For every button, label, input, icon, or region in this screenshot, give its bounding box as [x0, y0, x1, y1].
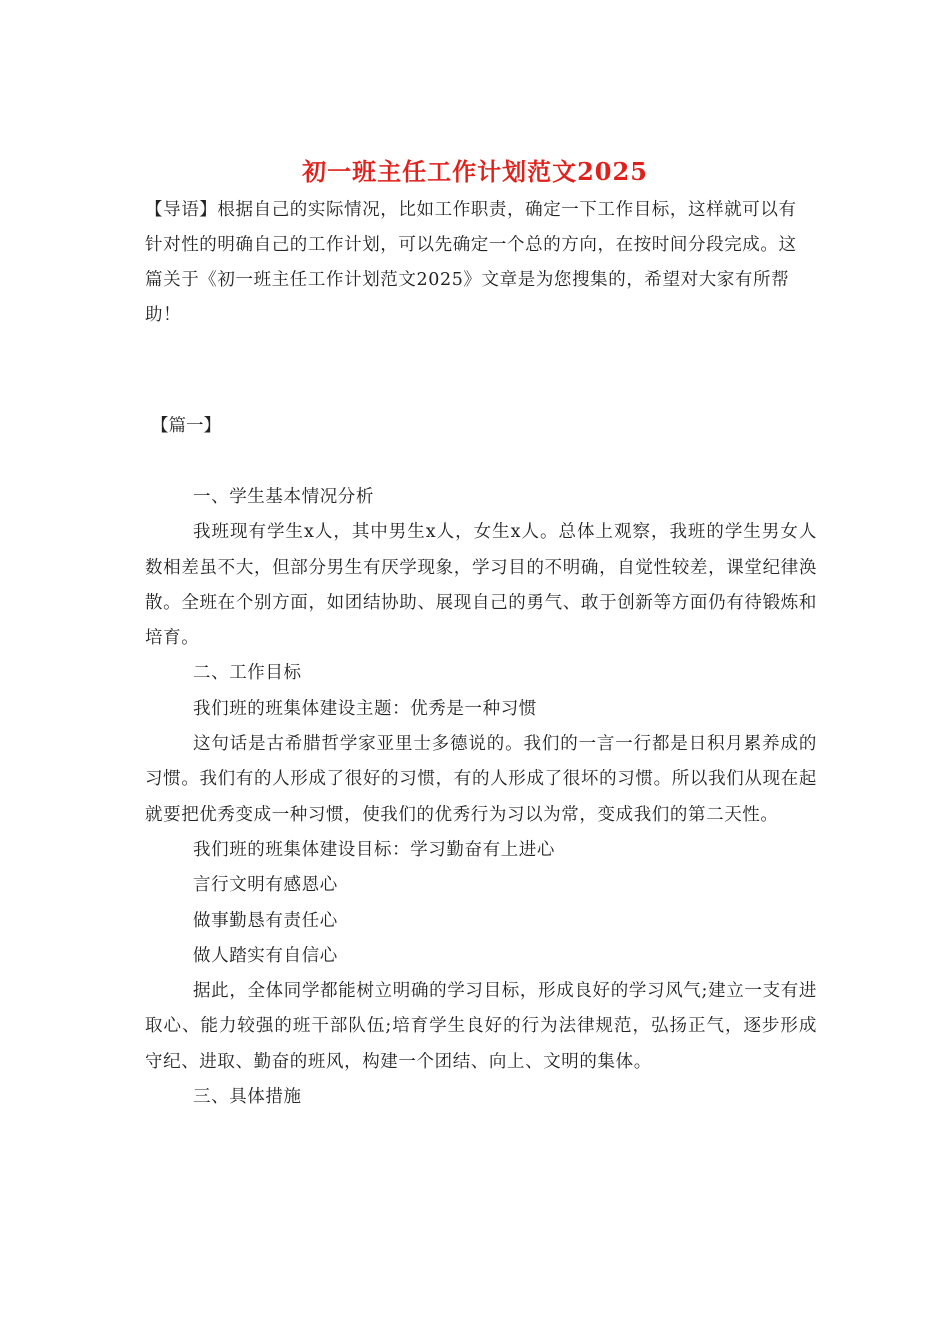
section-label: 【篇一】: [151, 416, 221, 436]
body-paragraph: 做事勤恳有责任心: [193, 910, 338, 931]
body-paragraph: 我们班的班集体建设主题：优秀是一种习惯: [193, 698, 537, 719]
heading-specific-measures: 三、具体措施: [193, 1087, 302, 1108]
document-title: 初一班主任工作计划范文2025: [302, 157, 648, 186]
body-paragraph: 我班现有学生x人，其中男生x人，女生x人。总体上观察，我班的学生男女人数相差虽不大，但部分男生有厌学现象，学习目的不明确，自觉性较差，课堂纪律涣散。全班在个别方面，如团结协助、展现自己的勇气、敢于创新等方面仍有待锻炼和培育。: [145, 522, 817, 649]
heading-student-analysis: 一、学生基本情况分析: [193, 487, 374, 507]
body-paragraph: 做人踏实有自信心: [193, 945, 338, 966]
body-paragraph: 我们班的班集体建设目标：学习勤奋有上进心: [193, 839, 555, 860]
body-paragraph: 言行文明有感恩心: [193, 875, 338, 896]
heading-work-goals: 二、工作目标: [193, 663, 302, 684]
document-body: [145, 480, 817, 1115]
intro-text: 【导语】根据自己的实际情况，比如工作职责，确定一下工作目标，这样就可以有针对性的明确自己的工作计划，可以先确定一个总的方向，在按时间分段完成。这篇关于《初一班主任工作计划范文2025》文章是为您搜集的，希望对大家有所帮助！: [145, 200, 797, 325]
intro-paragraph: [145, 193, 810, 333]
body-paragraph: 这句话是古希腊哲学家亚里士多德说的。我们的一言一行都是日积月累养成的习惯。我们有的人形成了很好的习惯，有的人形成了很坏的习惯。所以我们从现在起就要把优秀变成一种习惯，使我们的优秀行为习以为常，变成我们的第二天性。: [145, 734, 817, 825]
body-paragraph: 据此，全体同学都能树立明确的学习目标，形成良好的学习风气;建立一支有进取心、能力较强的班干部队伍;培育学生良好的行为法律规范，弘扬正气，逐步形成守纪、进取、勤奋的班风，构建一个团结、向上、文明的集体。: [145, 981, 817, 1072]
